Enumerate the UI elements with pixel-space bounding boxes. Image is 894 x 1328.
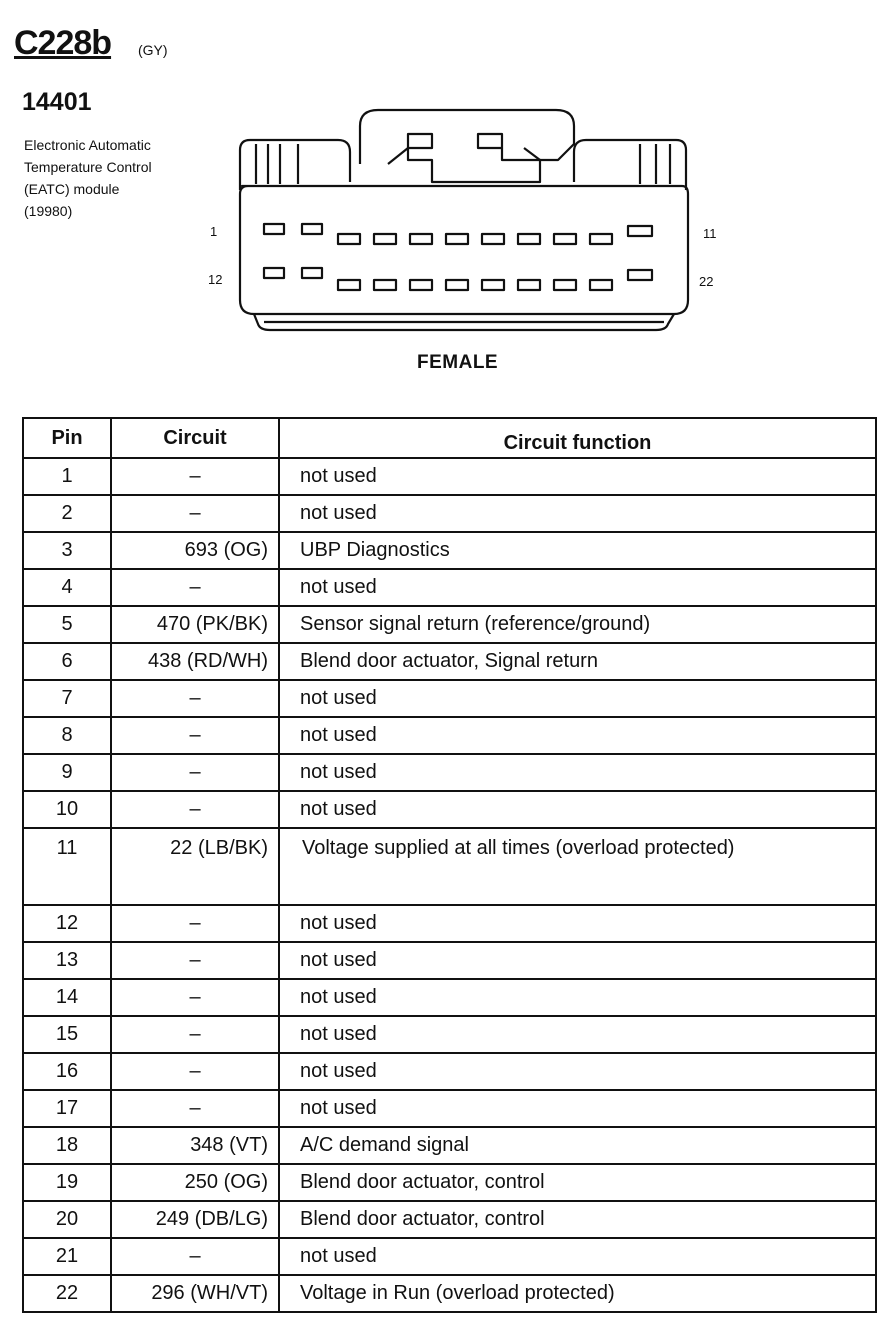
- pin-number: 13: [23, 942, 111, 979]
- circuit-value: –: [111, 979, 279, 1016]
- circuit-function: Sensor signal return (reference/ground): [279, 606, 876, 643]
- table-row: [23, 680, 876, 717]
- circuit-value: –: [111, 1016, 279, 1053]
- circuit-value: 249 (DB/LG): [111, 1201, 279, 1238]
- header-circuit: Circuit: [111, 418, 279, 458]
- pin-number: 1: [23, 458, 111, 495]
- table-row: [23, 1238, 876, 1275]
- pin-label-12: 12: [208, 272, 223, 287]
- pin-number: 10: [23, 791, 111, 828]
- table-row: [23, 942, 876, 979]
- circuit-function: not used: [279, 979, 876, 1016]
- pin-number: 3: [23, 532, 111, 569]
- pinout-table: [22, 417, 877, 1313]
- pin-number: 5: [23, 606, 111, 643]
- circuit-value: –: [111, 458, 279, 495]
- table-row: [23, 828, 876, 905]
- circuit-value: –: [111, 942, 279, 979]
- circuit-value: 438 (RD/WH): [111, 643, 279, 680]
- connector-color-code: (GY): [138, 42, 168, 58]
- table-header-row: [23, 418, 876, 458]
- circuit-value: 470 (PK/BK): [111, 606, 279, 643]
- circuit-value: 250 (OG): [111, 1164, 279, 1201]
- connector-gender: FEMALE: [417, 352, 499, 373]
- connector-id: C228b: [14, 24, 112, 62]
- circuit-value: –: [111, 1053, 279, 1090]
- circuit-function: not used: [279, 1238, 876, 1275]
- circuit-function: not used: [279, 680, 876, 717]
- header-pin: Pin: [23, 418, 111, 458]
- circuit-function: not used: [279, 754, 876, 791]
- pin-number: 14: [23, 979, 111, 1016]
- circuit-function: Blend door actuator, control: [279, 1201, 876, 1238]
- circuit-value: –: [111, 905, 279, 942]
- circuit-function: not used: [279, 569, 876, 606]
- description-line: Temperature Control: [24, 159, 152, 175]
- table-row: [23, 717, 876, 754]
- pin-number: 7: [23, 680, 111, 717]
- description-line: (19980): [24, 203, 73, 219]
- circuit-function: UBP Diagnostics: [279, 532, 876, 569]
- circuit-value: 693 (OG): [111, 532, 279, 569]
- table-row: [23, 1016, 876, 1053]
- pin-label-11: 11: [703, 226, 717, 241]
- table-row: [23, 532, 876, 569]
- circuit-value: 348 (VT): [111, 1127, 279, 1164]
- pin-number: 21: [23, 1238, 111, 1275]
- circuit-function: not used: [279, 458, 876, 495]
- table-row: [23, 1127, 876, 1164]
- pin-number: 20: [23, 1201, 111, 1238]
- pin-number: 19: [23, 1164, 111, 1201]
- circuit-value: –: [111, 495, 279, 532]
- component-description: [24, 134, 194, 222]
- connector-face-diagram: [228, 104, 696, 336]
- circuit-function: not used: [279, 1016, 876, 1053]
- description-line: Electronic Automatic: [24, 137, 151, 153]
- header-circuit-function: Circuit function: [279, 418, 876, 458]
- pin-number: 22: [23, 1275, 111, 1312]
- pin-label-22: 22: [699, 274, 714, 289]
- table-row: [23, 754, 876, 791]
- table-row: [23, 1164, 876, 1201]
- part-number: 14401: [22, 88, 92, 116]
- description-line: (EATC) module: [24, 181, 120, 197]
- table-row: [23, 458, 876, 495]
- pin-number: 18: [23, 1127, 111, 1164]
- circuit-value: –: [111, 680, 279, 717]
- circuit-function: not used: [279, 1090, 876, 1127]
- pin-number: 4: [23, 569, 111, 606]
- table-row: [23, 1201, 876, 1238]
- pin-number: 15: [23, 1016, 111, 1053]
- circuit-value: –: [111, 569, 279, 606]
- circuit-function: Voltage in Run (overload protected): [279, 1275, 876, 1312]
- circuit-value: –: [111, 1238, 279, 1275]
- table-row: [23, 791, 876, 828]
- circuit-function: Voltage supplied at all times (overload protected): [279, 828, 876, 905]
- table-row: [23, 905, 876, 942]
- pin-number: 2: [23, 495, 111, 532]
- circuit-value: –: [111, 717, 279, 754]
- pin-number: 17: [23, 1090, 111, 1127]
- circuit-function: not used: [279, 1053, 876, 1090]
- pin-number: 8: [23, 717, 111, 754]
- pin-label-1: 1: [210, 224, 218, 239]
- table-row: [23, 643, 876, 680]
- circuit-value: 296 (WH/VT): [111, 1275, 279, 1312]
- circuit-value: –: [111, 1090, 279, 1127]
- table-row: [23, 569, 876, 606]
- circuit-value: 22 (LB/BK): [111, 828, 279, 905]
- pin-number: 9: [23, 754, 111, 791]
- circuit-function: not used: [279, 905, 876, 942]
- circuit-function: not used: [279, 791, 876, 828]
- pin-number: 16: [23, 1053, 111, 1090]
- circuit-function: not used: [279, 717, 876, 754]
- circuit-function: not used: [279, 495, 876, 532]
- circuit-value: –: [111, 791, 279, 828]
- pin-number: 6: [23, 643, 111, 680]
- table-row: [23, 1053, 876, 1090]
- circuit-function: Blend door actuator, control: [279, 1164, 876, 1201]
- table-row: [23, 495, 876, 532]
- circuit-value: –: [111, 754, 279, 791]
- table-row: [23, 1275, 876, 1312]
- table-row: [23, 1090, 876, 1127]
- pin-number: 11: [23, 828, 111, 905]
- table-row: [23, 606, 876, 643]
- circuit-function: Blend door actuator, Signal return: [279, 643, 876, 680]
- circuit-function: not used: [279, 942, 876, 979]
- table-row: [23, 979, 876, 1016]
- pin-number: 12: [23, 905, 111, 942]
- circuit-function: A/C demand signal: [279, 1127, 876, 1164]
